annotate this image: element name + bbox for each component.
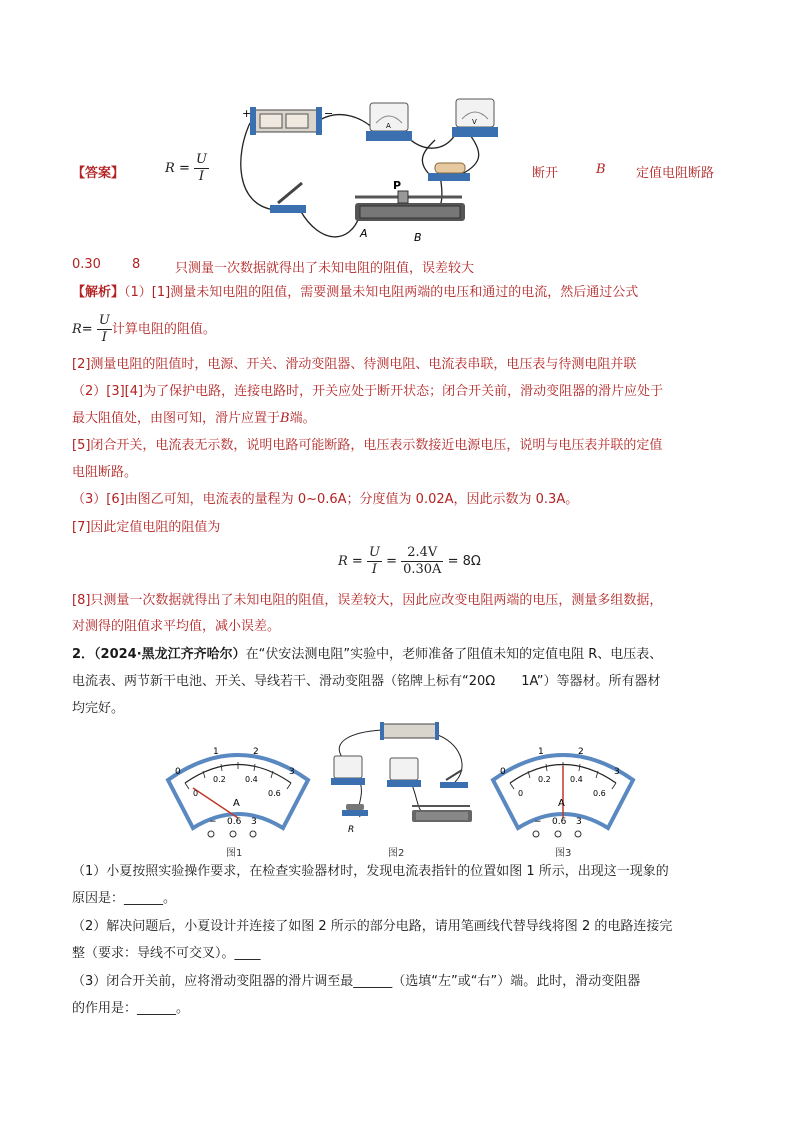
q2-sub3a: （3）闭合开关前，应将滑动变阻器的滑片调至最______（选填“左”或“右”）端。此时，滑动变阻器: [72, 974, 641, 989]
eq-i: I: [371, 562, 378, 577]
fig3-scale-bottom-1: 0.2: [538, 775, 551, 784]
minus-sign: −: [324, 107, 334, 120]
fig1-scale-top-3: 3: [289, 767, 295, 777]
q2-text3: 均完好。: [72, 701, 125, 716]
eq-u: U: [368, 545, 380, 560]
eq-result: = 8Ω: [447, 554, 481, 569]
q2-sub2a: （2）解决问题后，小夏设计并连接了如图 2 所示的部分电路，请用笔画线代替导线将图 2 的电路连接完: [72, 919, 673, 934]
fig1-scale-bottom-3: 0.6: [268, 789, 281, 798]
answer-b: B: [596, 162, 606, 177]
answer-value-current: 0.30: [72, 257, 101, 272]
analysis-p5: [5]闭合开关，电流表无示数，说明电路可能断路，电压表示数接近电源电压，说明与电压表并联的定值: [72, 438, 663, 453]
analysis-p1: [72, 283, 638, 303]
fig1-scale-bottom-1: 0.2: [213, 775, 226, 784]
resistance-equation: R = $\frac{U}{I}$ = $\frac{2.4V}{0.30A}$ = 8Ω: [338, 545, 481, 577]
fig1-caption: 图1: [226, 848, 243, 859]
analysis-p1b-text: 计算电阻的阻值。: [111, 322, 216, 337]
figure-3-ammeter: [488, 738, 638, 843]
analysis-p8: [7]因此定值电阻的阻值为: [72, 520, 221, 535]
circuit-diagram-top: [230, 95, 510, 250]
answer-value-reason: 只测量一次数据就得出了未知电阻的阻值，误差较大: [175, 261, 475, 276]
fig3-scale-bottom-3: 0.6: [593, 789, 606, 798]
analysis-p6: 电阻断路。: [72, 465, 138, 480]
q2-text1: [72, 645, 662, 665]
fig3-scale-bottom-2: 0.4: [570, 775, 583, 784]
analysis-p9: [8]只测量一次数据就得出了未知电阻的阻值，误差较大，因此应改变电阻两端的电压，测量多组数据，: [72, 593, 663, 608]
eq-den: 0.30A: [403, 562, 442, 577]
analysis-p4: [72, 409, 316, 429]
fig3-terminal-3: 3: [576, 817, 582, 827]
q2-text2: 电流表、两节新干电池、开关、导线若干、滑动变阻器（铭牌上标有“20Ω 1A”）等器材。所有器材: [72, 674, 661, 689]
fig1-terminal-06: 0.6: [227, 817, 242, 827]
plus-sign: +: [242, 107, 252, 120]
analysis-p4a: 最大阻值处，由图可知，滑片应置于: [72, 411, 281, 426]
fig3-caption: 图3: [555, 848, 572, 859]
fig1-terminal-3: 3: [251, 817, 257, 827]
fig1-scale-bottom-0: 0: [193, 789, 199, 798]
eq-fraction-values: [401, 545, 443, 578]
formula-eq: =: [178, 161, 190, 176]
end-a-label: A: [360, 227, 368, 240]
end-b-label: B: [414, 231, 422, 244]
formula-i: I: [198, 169, 205, 184]
fig1-scale-bottom-2: 0.4: [245, 775, 258, 784]
analysis-p10: 对测得的阻值求平均值，减小误差。: [72, 619, 281, 634]
fig3-terminal-minus: −: [534, 817, 542, 827]
formula-r: R: [165, 161, 175, 176]
analysis-formula-r: R: [72, 322, 82, 337]
analysis-p1-text: （1）[1]测量未知电阻的阻值，需要测量未知电阻两端的电压和通过的电流，然后通过公式: [124, 285, 639, 300]
q2-source: （2024·黑龙江齐齐哈尔）: [94, 647, 246, 662]
analysis-p4-b: B: [280, 411, 290, 426]
analysis-p4b: 端。: [289, 411, 316, 426]
fig3-scale-top-1: 1: [538, 747, 544, 757]
circuit-diagram-2: [320, 722, 480, 840]
analysis-formula-fraction: [97, 313, 112, 346]
fig3-terminal-06: 0.6: [552, 817, 567, 827]
figure-1-ammeter: [163, 738, 313, 843]
fig2-resistor-label: R: [348, 825, 355, 835]
fig3-scale-top-3: 3: [614, 767, 620, 777]
formula-u: U: [195, 152, 207, 167]
fig1-scale-top-2: 2: [253, 747, 259, 757]
fig1-unit: A: [233, 798, 240, 809]
analysis-p1b: R= $\frac{U}{I}$ 计算电阻的阻值。: [72, 313, 216, 345]
eq-r: R: [338, 554, 348, 569]
analysis-tag: 【解析】: [72, 285, 125, 300]
fig2-caption: 图2: [388, 848, 405, 859]
fig3-scale-bottom-0: 0: [518, 789, 524, 798]
analysis-formula-u: U: [98, 313, 110, 328]
fig3-scale-top-2: 2: [578, 747, 584, 757]
analysis-p7: （3）[6]由图乙可知，电流表的量程为 0~0.6A；分度值为 0.02A，因此示数为 0.3A。: [72, 492, 579, 507]
q2-sub2b: 整（要求：导线不可交叉）。____: [72, 946, 261, 961]
ammeter-dial-1: [163, 738, 313, 843]
q2-number: 2．: [72, 647, 95, 662]
formula-fraction: [194, 152, 209, 185]
analysis-p2: [2]测量电阻的阻值时，电源、开关、滑动变阻器、待测电阻、电流表串联，电压表与待测电阻并联: [72, 357, 637, 372]
answer-formula: [165, 152, 209, 185]
fig1-scale-top-1: 1: [213, 747, 219, 757]
answer-tag: 【答案】: [72, 166, 125, 181]
figure-2-circuit: [320, 722, 480, 840]
voltmeter-label: V: [472, 118, 477, 126]
fig1-scale-top-0: 0: [175, 767, 181, 777]
top-circuit-figure: [230, 95, 510, 250]
ammeter-label: A: [386, 122, 391, 130]
fig3-scale-top-0: 0: [500, 767, 506, 777]
q2-sub3b: 的作用是：______。: [72, 1001, 190, 1016]
answer-open: 断开: [532, 166, 559, 181]
answer-fault: 定值电阻断路: [636, 166, 715, 181]
q2-sub1b: 原因是：______。: [72, 891, 177, 906]
analysis-formula-i: I: [101, 330, 107, 345]
ammeter-dial-3: [488, 738, 638, 843]
fig3-unit: A: [558, 798, 565, 809]
slider-p-label: P: [393, 179, 402, 192]
eq-fraction-ui: [367, 545, 382, 578]
q2-text1-body: 在“伏安法测电阻”实验中，老师准备了阻值未知的定值电阻 R、电压表、: [245, 647, 663, 662]
eq-num: 2.4V: [401, 545, 443, 562]
fig1-terminal-minus: −: [209, 817, 217, 827]
analysis-p3: （2）[3][4]为了保护电路，连接电路时，开关应处于断开状态；闭合开关前，滑动变阻器的滑片应处于: [72, 384, 664, 399]
q2-sub1a: （1）小夏按照实验操作要求，在检查实验器材时，发现电流表指针的位置如图 1 所示，出现这一现象的: [72, 864, 669, 879]
answer-value-resistance: 8: [132, 257, 141, 272]
